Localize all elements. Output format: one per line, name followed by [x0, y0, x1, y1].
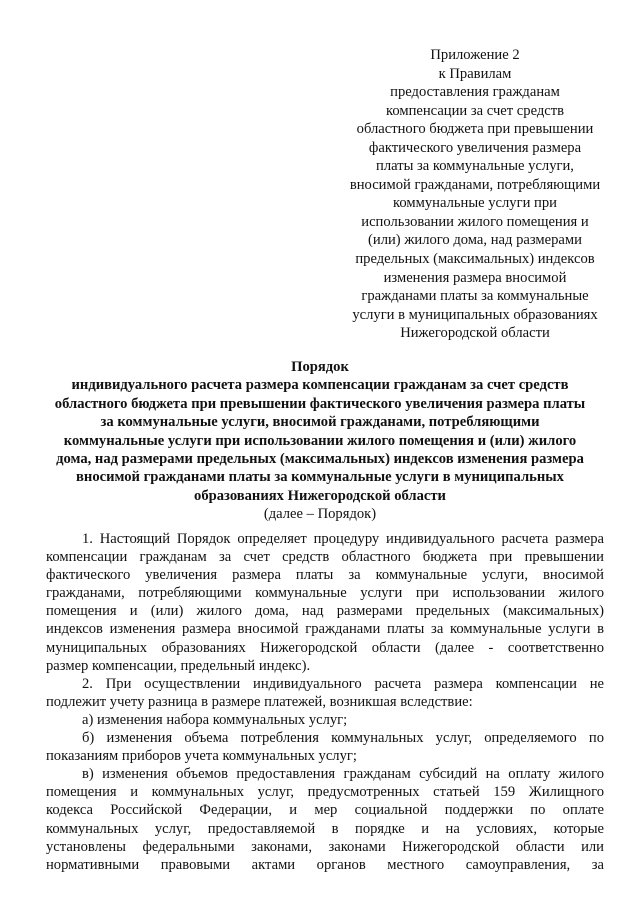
title-subtitle: (далее – Порядок) [263, 506, 377, 523]
appendix-line: фактического увеличения размера [368, 139, 582, 156]
appendix-line: вносимой гражданами, потребляющими [349, 176, 601, 193]
appendix-line: областного бюджета при превышении [356, 121, 594, 138]
paragraph-line: индексов изменения размера вносимой гражданами платы за коммунальные услуги в [46, 621, 604, 638]
title-line: образованиях Нижегородской области [194, 487, 446, 504]
appendix-line: услуги в муниципальных образованиях [352, 306, 598, 323]
paragraph-line: гражданами, потребляющими коммунальные услуги при использовании жилого [46, 585, 604, 602]
paragraph-line: размер компенсации, предельный индекс). [46, 657, 311, 674]
title-line: коммунальные услуги при использовании жилого помещения и (или) жилого [63, 432, 577, 449]
paragraph-line: компенсации гражданам за счет средств областного бюджета при превышении [46, 549, 604, 566]
title-line: индивидуального расчета размера компенсации гражданам за счет средств [71, 377, 569, 394]
paragraph-line: помещения и (или) жилого дома, над размерами предельных (максимальных) [46, 603, 604, 620]
appendix-header [330, 46, 620, 343]
appendix-line: платы за коммунальные услуги, [376, 158, 574, 175]
paragraph-line: 1. Настоящий Порядок определяет процедуру индивидуального расчета размера [82, 531, 604, 547]
appendix-line: предоставления гражданам [390, 84, 560, 101]
title-line: за коммунальные услуги, вносимой гражданами, потребляющими [100, 414, 540, 431]
appendix-line: к Правилам [438, 65, 512, 82]
appendix-line: Приложение 2 [430, 47, 520, 63]
list-item-c: в) изменения объемов предоставления гражданам субсидий на оплату жилого [82, 766, 604, 783]
appendix-line: предельных (максимальных) индексов [355, 251, 595, 268]
appendix-line: (или) жилого дома, над размерами [368, 232, 582, 249]
paragraph-line: помещения и коммунальных услуг, предусмотренных статьей 159 Жилищного [46, 784, 604, 801]
title-line: вносимой гражданами платы за коммунальные услуги в муниципальных [76, 469, 564, 486]
paragraph-line: показаниям приборов учета коммунальных услуг; [46, 748, 357, 765]
document-body [46, 530, 604, 874]
appendix-line: коммунальные услуги при [393, 195, 557, 212]
document-title [10, 358, 630, 524]
paragraph-line: нормативными правовыми актами органов местного самоуправления, за [46, 856, 604, 873]
appendix-line: компенсации за счет средств [385, 102, 565, 119]
title-heading: Порядок [291, 359, 349, 375]
paragraph-line: коммунальных услуг, предоставляемой в порядке и на условиях, которые [46, 820, 604, 837]
appendix-line: изменения размера вносимой [383, 269, 567, 286]
title-line: областного бюджета при превышении фактического увеличения размера платы [54, 395, 586, 412]
paragraph-line: 2. При осуществлении индивидуального расчета размера компенсации не [82, 675, 604, 692]
appendix-line: использовании жилого помещения и [361, 213, 589, 230]
list-item-a: а) изменения набора коммунальных услуг; [82, 711, 348, 728]
paragraph-line: фактического увеличения размера платы за коммунальные услуги, вносимой [46, 567, 604, 584]
list-item-b: б) изменения объема потребления коммунальных услуг, определяемого по [82, 730, 604, 747]
title-line: дома, над размерами предельных (максимальных) индексов изменения размера [56, 451, 584, 468]
appendix-line: Нижегородской области [400, 325, 550, 342]
paragraph-line: кодекса Российской Федерации, и мер социальной поддержки по оплате [46, 802, 604, 819]
paragraph-line: подлежит учету разница в размере платежей, возникшая вследствие: [46, 693, 473, 710]
appendix-line: гражданами платы за коммунальные [361, 288, 589, 305]
paragraph-line: установлены федеральными законами, законами Нижегородской области или [46, 838, 604, 855]
paragraph-line: муниципальных образованиях Нижегородской области (далее - соответственно [46, 639, 604, 656]
